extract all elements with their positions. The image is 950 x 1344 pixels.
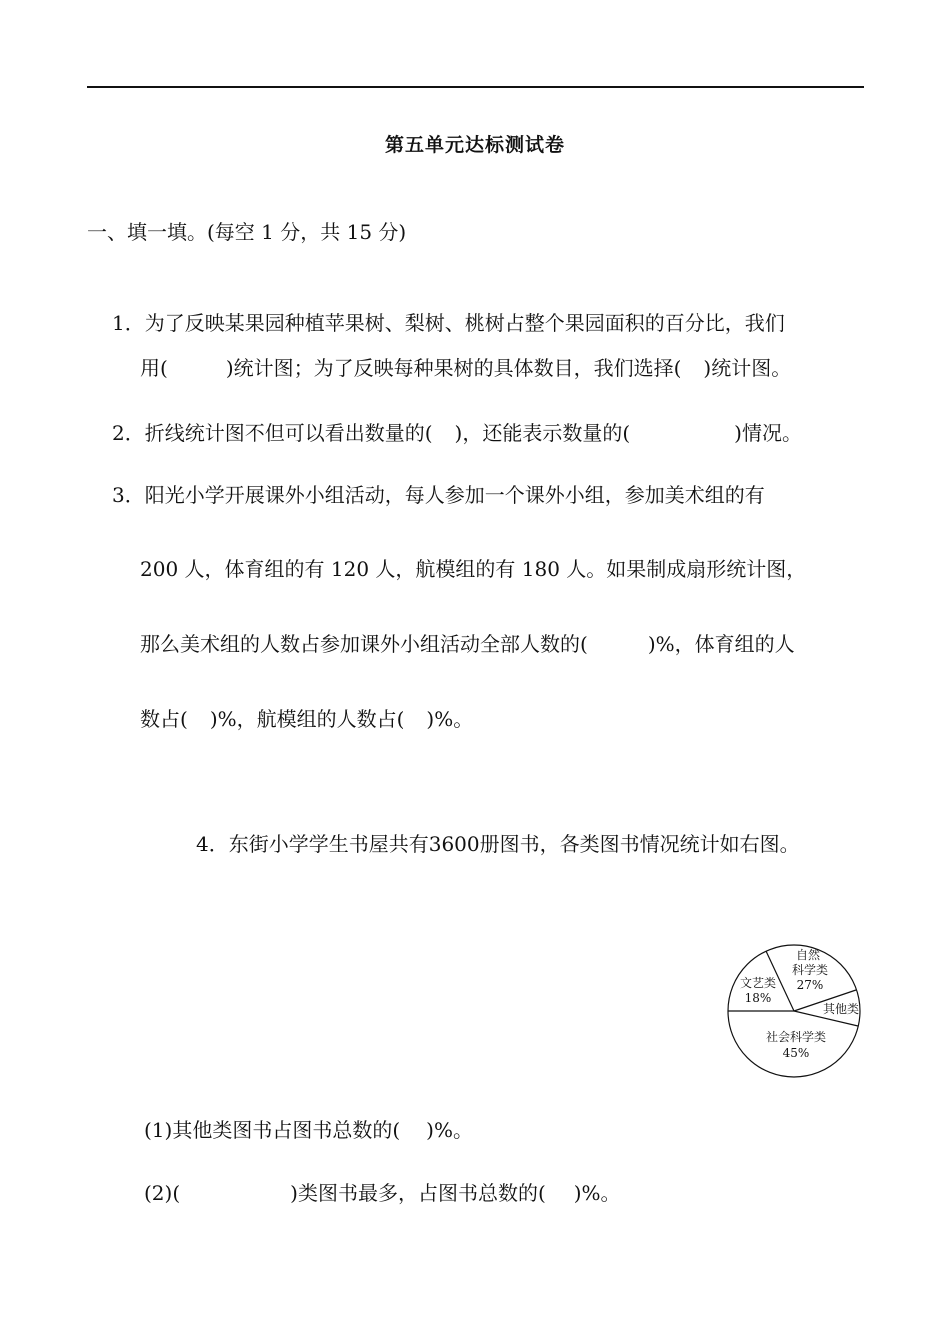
book-category-pie-chart (722, 942, 866, 1080)
slice-natural-value: 27% (796, 978, 824, 992)
slice-natural-label-2: 科学类 (791, 963, 829, 977)
page-title: 第五单元达标测试卷 (384, 134, 565, 156)
q2-text-b: )，还能表示数量的( (454, 421, 631, 445)
q3-line1: 3．阳光小学开展课外小组活动，每人参加一个课外小组，参加美术组的有 (112, 483, 765, 507)
q1-text-b: )统计图；为了反映每种果树的具体数目，我们选择( (225, 356, 682, 380)
slice-social-value: 45% (782, 1046, 810, 1060)
slice-social-label: 社会科学类 (765, 1030, 827, 1044)
q3-text-e: )%。 (426, 707, 474, 731)
q4-sub2 (144, 1179, 621, 1207)
slice-arts-value: 18% (744, 991, 772, 1005)
slice-natural-label-1: 自然 (795, 948, 821, 962)
q3-text-b: )%，体育组的人 (647, 632, 795, 656)
slice-other-label: 其他类 (822, 1002, 860, 1016)
q1-text-c: )统计图。 (703, 356, 792, 380)
q4-sub1-text-b: )%。 (426, 1118, 473, 1142)
q3-line4 (140, 705, 473, 733)
q3-text-a: 那么美术组的人数占参加课外小组活动全部人数的( (140, 632, 588, 656)
q4-sub2-text-c: )%。 (573, 1181, 621, 1205)
q4-sub2-text-a: (2)( (144, 1181, 181, 1205)
section-heading: 一、填一填。(每空 1 分，共 15 分) (87, 220, 407, 244)
q3-text-d: )%，航模组的人数占( (209, 707, 405, 731)
q1-line1: 1．为了反映某果园种植苹果树、梨树、桃树占整个果园面积的百分比，我们 (112, 311, 785, 335)
q2-line (112, 419, 802, 447)
q4-sub2-text-b: )类图书最多，占图书总数的( (290, 1181, 546, 1205)
q4-intro: 4．东街小学学生书屋共有3600册图书，各类图书情况统计如右图。 (196, 832, 800, 856)
header-rule (87, 86, 864, 88)
slice-arts-label: 文艺类 (739, 976, 777, 990)
q2-text-a: 2．折线统计图不但可以看出数量的( (112, 421, 433, 445)
q3-line3 (140, 630, 795, 658)
q1-text-a: 用( (140, 356, 168, 380)
q3-text-c: 数占( (140, 707, 188, 731)
q3-line2: 200 人，体育组的有 120 人，航模组的有 180 人。如果制成扇形统计图， (140, 557, 807, 581)
q2-text-c: )情况。 (734, 421, 802, 445)
q1-line2 (140, 354, 791, 382)
q4-sub1-text-a: (1)其他类图书占图书总数的( (144, 1118, 401, 1142)
q4-sub1 (144, 1116, 473, 1144)
